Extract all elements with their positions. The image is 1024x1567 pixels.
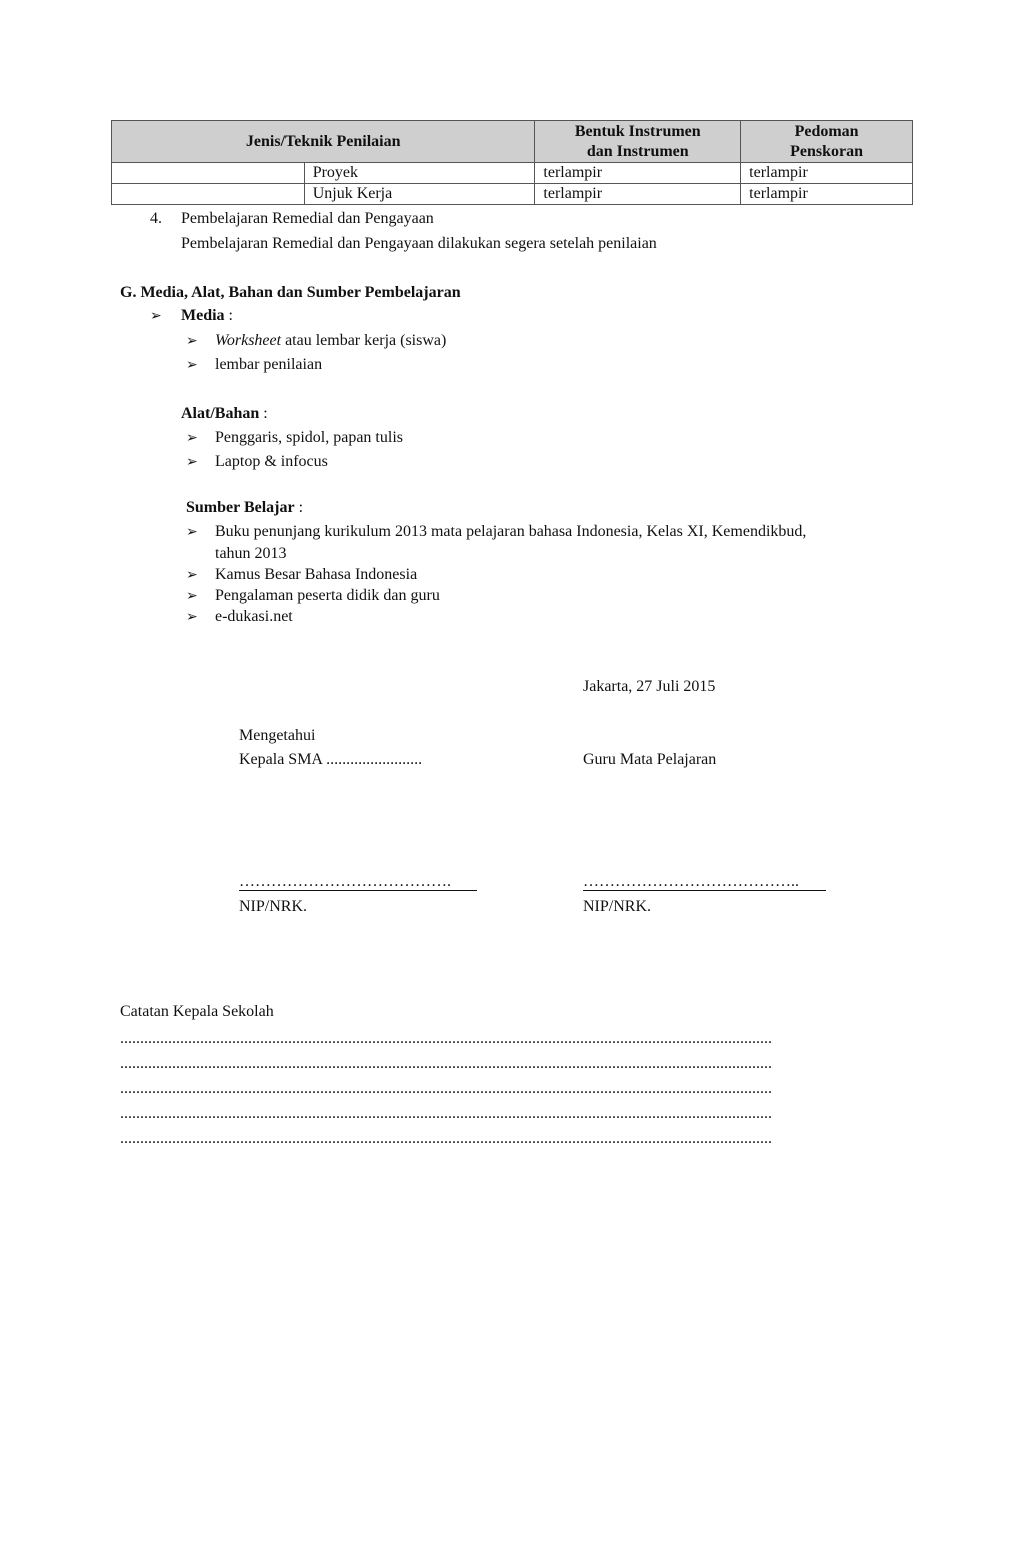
- alat-label: Alat/Bahan: [181, 405, 260, 422]
- alat-item: Penggaris, spidol, papan tulis: [215, 429, 403, 446]
- teacher-signature-line: …………………………………..: [583, 873, 799, 890]
- teacher-nip: NIP/NRK.: [583, 898, 652, 915]
- sumber-item: Buku penunjang kurikulum 2013 mata pelajaran bahasa Indonesia, Kelas XI, Kemendikbud,: [215, 523, 807, 540]
- media-item-italic: Worksheet: [215, 332, 282, 349]
- table-row: [112, 184, 913, 205]
- arrow-bullet-icon: ➢: [186, 357, 198, 373]
- media-label-line: [181, 306, 233, 325]
- alat-item: Laptop & infocus: [215, 453, 328, 470]
- table-header-row: [112, 121, 913, 163]
- remedial-number: 4.: [150, 210, 162, 227]
- arrow-bullet-icon: ➢: [186, 588, 198, 604]
- colon: :: [228, 307, 233, 324]
- arrow-bullet-icon: ➢: [186, 430, 198, 446]
- table-cell: [112, 184, 305, 205]
- table-cell: terlampir: [741, 163, 913, 184]
- arrow-bullet-icon: ➢: [186, 454, 198, 470]
- header-pedoman-line2: Penskoran: [790, 142, 864, 160]
- remedial-text: Pembelajaran Remedial dan Pengayaan dilakukan segera setelah penilaian: [181, 235, 657, 252]
- remedial-title: Pembelajaran Remedial dan Pengayaan: [181, 210, 434, 227]
- header-pedoman-line1: Pedoman: [794, 123, 859, 141]
- colon: :: [298, 499, 304, 516]
- media-item-text: atau lembar kerja (siswa): [281, 332, 447, 349]
- media-label: Media: [181, 307, 225, 324]
- table-cell: terlampir: [535, 184, 741, 205]
- notes-line: ...................................................................................................................................................................: [120, 1130, 772, 1147]
- sumber-label: Sumber Belajar: [186, 499, 295, 516]
- table-row: [112, 163, 913, 184]
- sumber-item: Pengalaman peserta didik dan guru: [215, 587, 440, 604]
- arrow-bullet-icon: ➢: [186, 567, 198, 583]
- principal-underline: [239, 890, 477, 891]
- notes-line: ...................................................................................................................................................................: [120, 1055, 772, 1072]
- header-jenis-teknik: Jenis/Teknik Penilaian: [112, 121, 535, 163]
- arrow-bullet-icon: ➢: [186, 609, 198, 625]
- header-bentuk-line1: Bentuk Instrumen: [574, 123, 701, 141]
- sumber-label-line: [186, 498, 303, 517]
- principal-nip: NIP/NRK.: [239, 898, 308, 915]
- teacher-role: Guru Mata Pelajaran: [583, 751, 717, 768]
- arrow-bullet-icon: ➢: [186, 333, 198, 349]
- section-g-heading: G. Media, Alat, Bahan dan Sumber Pembelajaran: [120, 284, 461, 301]
- arrow-bullet-icon: ➢: [150, 308, 162, 324]
- principal-role: Kepala SMA ........................: [239, 751, 423, 768]
- header-pedoman: [741, 121, 913, 163]
- sumber-item: Kamus Besar Bahasa Indonesia: [215, 566, 418, 583]
- sumber-item: e-dukasi.net: [215, 608, 293, 625]
- table-cell: Unjuk Kerja: [304, 184, 535, 205]
- teacher-underline: [583, 890, 826, 891]
- principal-signature-line: ………………………………….: [239, 873, 451, 890]
- media-item: lembar penilaian: [215, 356, 323, 373]
- table-cell: terlampir: [535, 163, 741, 184]
- table-cell: terlampir: [741, 184, 913, 205]
- header-bentuk-instrumen: [535, 121, 741, 163]
- alat-label-line: [181, 404, 268, 423]
- table-cell: [112, 163, 305, 184]
- table-cell: Proyek: [304, 163, 535, 184]
- notes-line: ...................................................................................................................................................................: [120, 1080, 772, 1097]
- sumber-item-continued: tahun 2013: [215, 545, 287, 562]
- header-bentuk-line2: dan Instrumen: [586, 142, 689, 160]
- notes-line: ...................................................................................................................................................................: [120, 1030, 772, 1047]
- media-item: [215, 331, 446, 350]
- arrow-bullet-icon: ➢: [186, 524, 198, 540]
- assessment-table: [111, 120, 913, 205]
- mengetahui-label: Mengetahui: [239, 727, 316, 744]
- notes-line: ...................................................................................................................................................................: [120, 1105, 772, 1122]
- place-date: Jakarta, 27 Juli 2015: [583, 678, 716, 695]
- notes-title: Catatan Kepala Sekolah: [120, 1003, 274, 1020]
- notes-lines: [120, 1026, 900, 1151]
- colon: :: [263, 405, 268, 422]
